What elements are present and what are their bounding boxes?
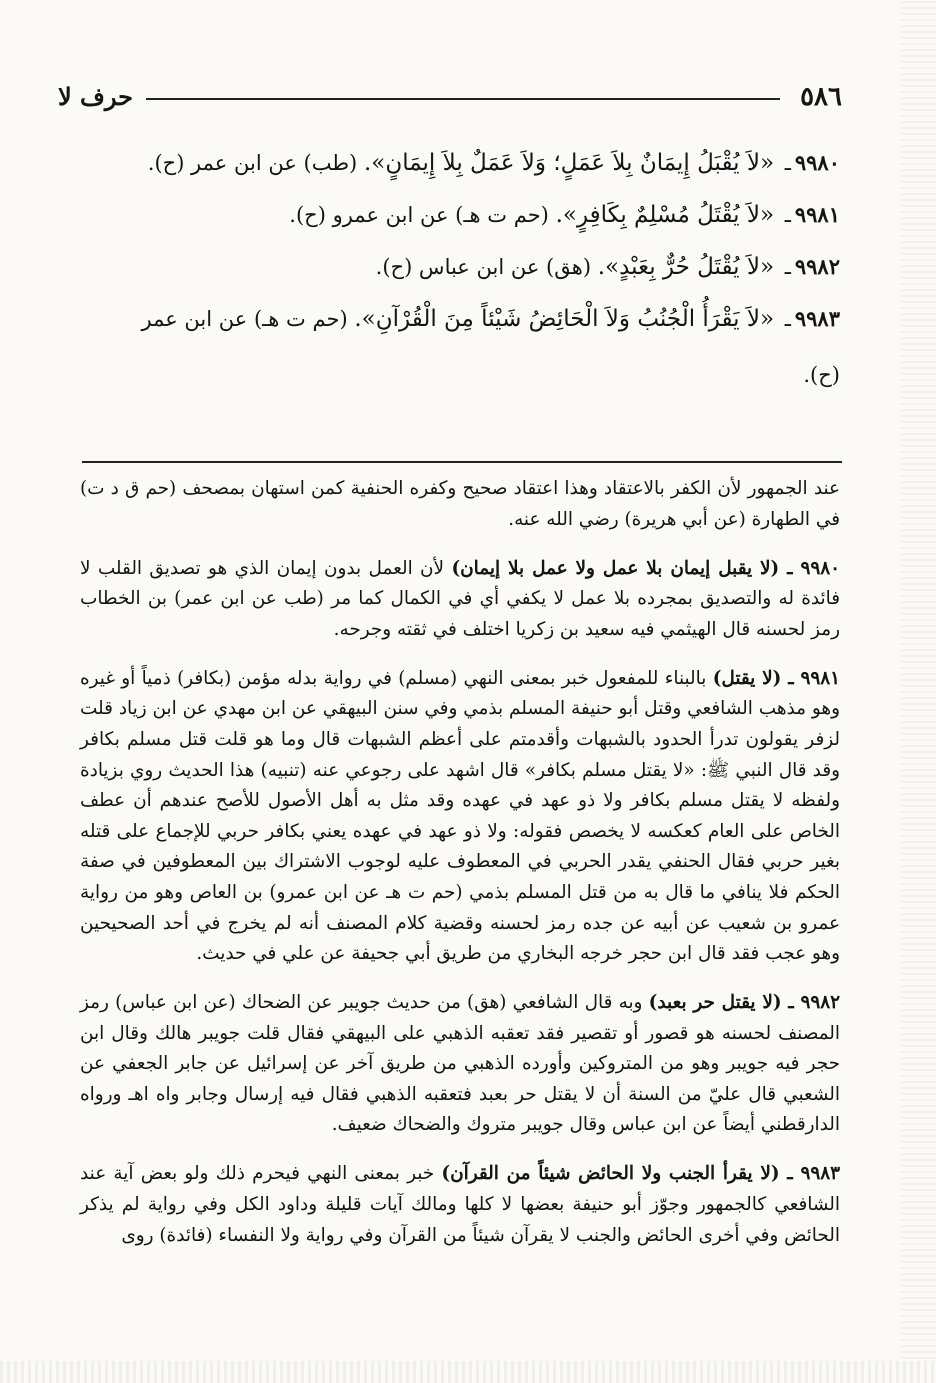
commentary-heading: ٩٩٨٣ ـ (لا يقرأ الجنب ولا الحائض شيئاً من القرآن) [441, 1163, 840, 1185]
scan-edge-right [900, 0, 936, 1383]
hadith-list [80, 146, 840, 410]
commentary-heading: ٩٩٨٠ ـ (لا يقبل إيمان بلا عمل ولا عمل بلا إيمان) [451, 557, 841, 579]
hadith-item: ٩٩٨٣ـ «لاَ يَقْرَأُ الْجُنُبُ وَلاَ الْحَائِضُ شَيْئاً مِنَ الْقُرْآنِ». (حم ت هـ) عن ابن عمر (ح). [80, 302, 840, 392]
page-number: ٥٨٦ [800, 82, 842, 112]
hadith-number: ٩٩٨٢ [794, 254, 840, 279]
hadith-item: ٩٩٨٠ـ «لاَ يُقْبَلُ إِيمَانٌ بِلاَ عَمَلٍ؛ وَلاَ عَمَلٌ بِلاَ إِيمَانٍ». (طب) عن ابن عمر (ح). [147, 150, 840, 176]
hadith-source: (هق) عن ابن عباس (ح). [375, 255, 592, 279]
chapter-title: حرف لا [58, 82, 133, 111]
commentary [80, 474, 840, 1259]
commentary-paragraph [80, 474, 840, 535]
commentary-text: خبر بمعنى النهي فيحرم ذلك ولو بعض آية عند الشافعي كالجمهور وجوّز أبو حنيفة بعضها لا كلها ومالك آيات قليلة وداود الكل وفي رواية لم يذكر الحائض وفي أخرى الحائض والجنب لا يقرآن شيئاً من القرآن وفي رواية ولا النفساء (فائدة) روى [80, 1163, 840, 1246]
commentary-paragraph [80, 664, 840, 970]
hadith-source-continuation: (ح). [803, 363, 840, 387]
commentary-text: عند الجمهور لأن الكفر بالاعتقاد وهذا اعتقاد صحيح وكفره الحنفية كمن استهان بمصحف (حم ق د ت) في الطهارة (عن أبي هريرة) رضي الله عنه. [80, 478, 840, 530]
hadith-text: «لاَ يُقْتَلُ حُرٌّ بِعَبْدٍ». [597, 254, 775, 280]
hadith-number: ٩٩٨١ [794, 202, 840, 227]
commentary-heading: ٩٩٨٢ ـ (لا يقتل حر بعبد) [648, 992, 840, 1014]
hadith-item: ٩٩٨١ـ «لاَ يُقْتَلُ مُسْلِمٌ بِكَافِرٍ». (حم ت هـ) عن ابن عمرو (ح). [289, 202, 840, 228]
commentary-text: لأن العمل بدون إيمان الذي هو تصديق القلب لا فائدة له والتصديق بمجرده بلا عمل لا يكفي أي في الكمال كما مر (طب عن ابن عمر) بن الخطاب رمز لحسنه قال الهيثمي فيه سعيد بن زكريا اختلف في ثقته وجرحه. [80, 557, 840, 640]
header-rule [146, 98, 780, 100]
hadith-text: «لاَ يُقْتَلُ مُسْلِمٌ بِكَافِرٍ». [555, 202, 775, 228]
page-header [58, 82, 842, 116]
hadith-number: ٩٩٨٣ [794, 306, 840, 331]
hadith-item: ٩٩٨٢ـ «لاَ يُقْتَلُ حُرٌّ بِعَبْدٍ». (هق) عن ابن عباس (ح). [375, 254, 840, 280]
hadith-source: (طب) عن ابن عمر (ح). [147, 151, 358, 175]
commentary-heading: ٩٩٨١ ـ (لا يقتل) [712, 667, 841, 689]
hadith-text: «لاَ يَقْرَأُ الْجُنُبُ وَلاَ الْحَائِضُ شَيْئاً مِنَ الْقُرْآنِ». [354, 306, 775, 332]
hadith-text: «لاَ يُقْبَلُ إِيمَانٌ بِلاَ عَمَلٍ؛ وَلاَ عَمَلٌ بِلاَ إِيمَانٍ». [363, 150, 775, 176]
footnote-rule [82, 461, 842, 463]
hadith-source: (حم ت هـ) عن ابن عمر [141, 307, 348, 331]
commentary-text: وبه قال الشافعي (هق) من حديث جويبر عن الضحاك (عن ابن عباس) رمز المصنف لحسنه هو قصور أو تقصير فقد تعقبه الذهبي على البيهقي فقال قلت جويبر هالك وقال ابن حجر فيه جويبر وهو من المتروكين وأورده الذهبي من طريق آخر عن إسرائيل عن جابر الجعفي عن الشعبي قال عليّ من السنة أن لا يقتل حر بعبد فتعقبه الذهبي فقال فيه إرسال وجابر واه اهـ ورواه الدارقطني أيضاً عن ابن عباس وقال جويبر متروك والضحاك ضعيف. [80, 992, 840, 1136]
commentary-paragraph [80, 1159, 840, 1251]
hadith-source: (حم ت هـ) عن ابن عمرو (ح). [289, 203, 549, 227]
commentary-text: بالبناء للمفعول خبر بمعنى النهي (مسلم) في رواية بدله مؤمن (بكافر) ذمياً أو غيره وهو مذهب الشافعي وقتل أبو حنيفة المسلم بذمي وفي سنن البيهقي عن ابن مهدي عن ابن زياد قلت لزفر يقولون تدرأ الحدود بالشبهات وأقدمتم على أعظم الشبهات قال وما هو قلت قتل مسلم بكافر وقد قال النبي ﷺ: «لا يقتل مسلم بكافر» قال اشهد على رجوعي عنه (تنبيه) هذا الحديث روي بزيادة ولفظه لا يقتل مسلم بكافر ولا ذو عهد في عهده وقد مثل به أهل الأصول للأصح عندهم أن عطف الخاص على العام كعكسه لا يخصص فقوله: ولا ذو عهد في عهده يعني بكافر حربي للإجماع على قتله بغير حربي فقال الحنفي يقدر الحربي في المعطوف عليه لوجوب الاشتراك بين المعطوفين في صفة الحكم فلا ينافي ما قال به من قتل المسلم بذمي (حم ت هـ عن ابن عمرو) بن العاص وهو من رواية عمرو بن شعيب عن أبيه عن جده رمز لحسنه وقضية كلام المصنف أنه لم يخرج في أحد الصحيحين وهو عجب فقد قال ابن حجر خرجه البخاري من طريق أبي جحيفة عن علي في حديث. [80, 667, 840, 965]
commentary-paragraph [80, 554, 840, 646]
hadith-number: ٩٩٨٠ [794, 150, 840, 175]
commentary-paragraph [80, 988, 840, 1141]
scan-edge-bottom [0, 1361, 936, 1383]
